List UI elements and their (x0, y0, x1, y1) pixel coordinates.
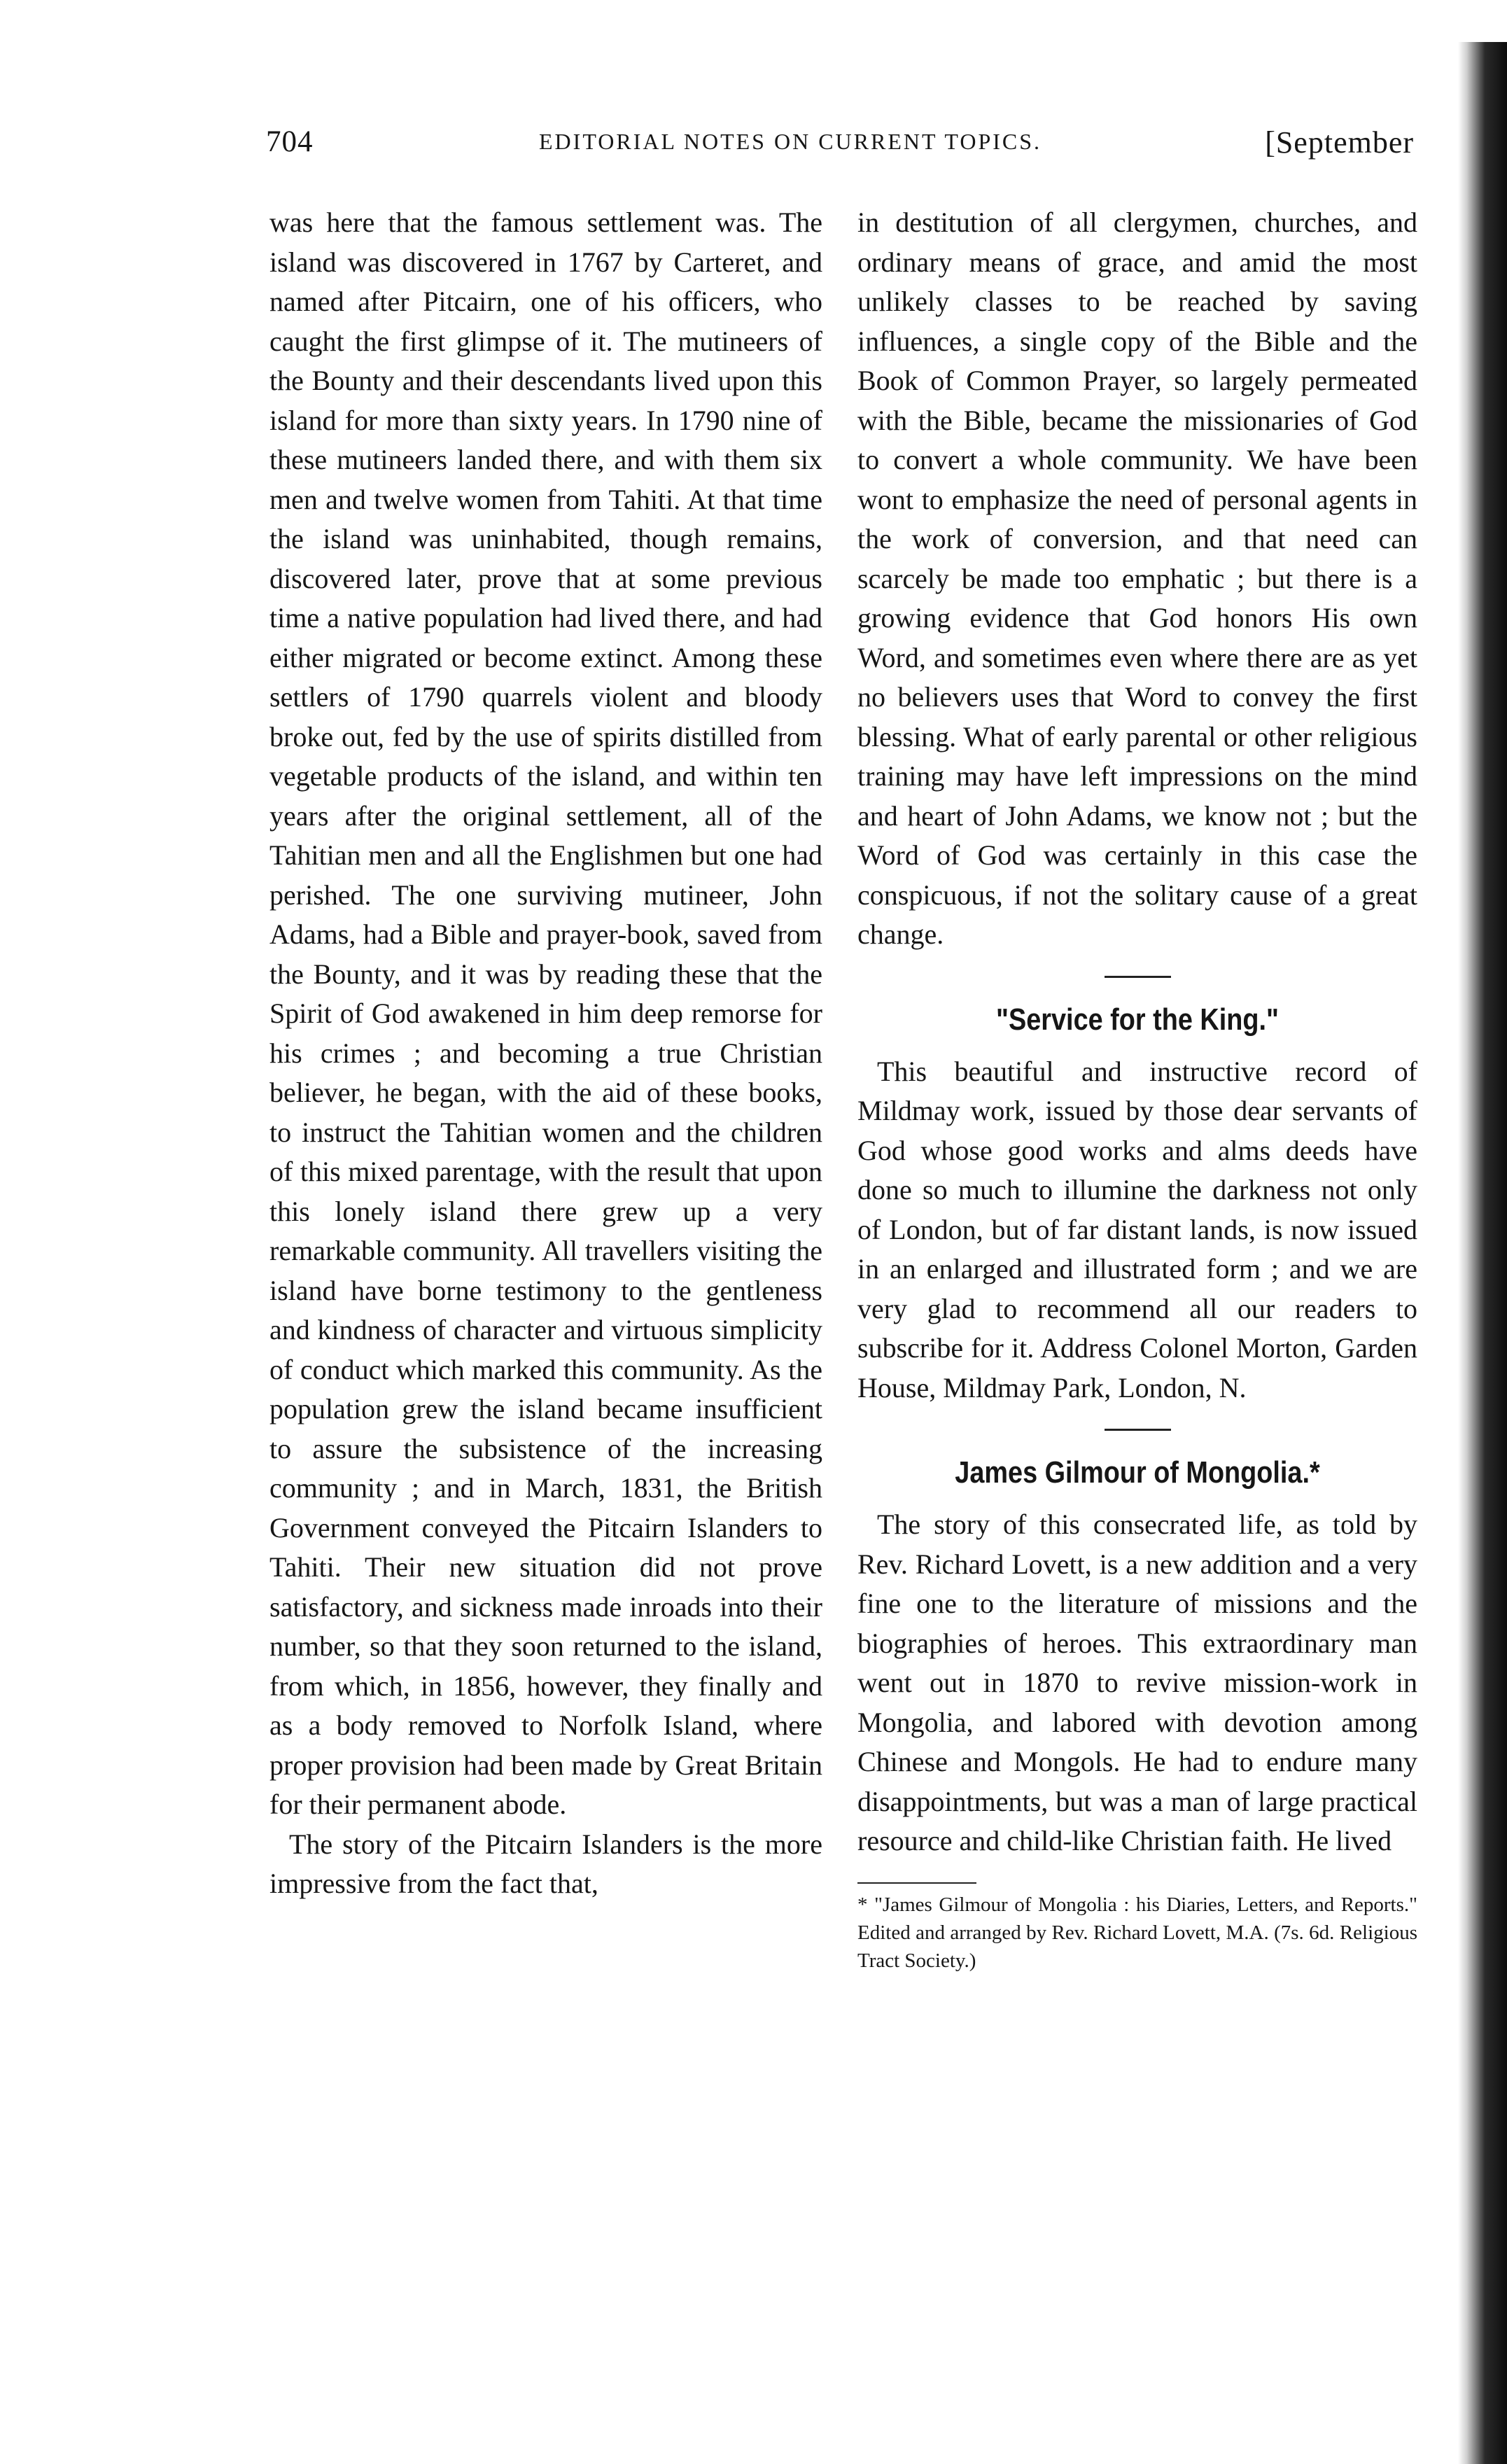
section-divider (1105, 976, 1171, 978)
section-text-service: This beautiful and instructive record of Mildmay work, issued by those dear servants of God whose good works and alms deeds have done so much to illumine the darkness not only of London, but of far distant lands, is now issued in an enlarged and illustrated form ; and we are very glad to recommend all our readers to subscribe for it. Address Colonel Morton, Garden House, Mildmay Park, London, N. (857, 1055, 1417, 1404)
section-heading-service: "Service for the King." (996, 1002, 1279, 1037)
footnote: * "James Gilmour of Mongolia : his Diaries, Letters, and Reports." Edited and arranged by Rev. Richard Lovett, M.A. (7s. 6d. Religious Tract Society.) (857, 1893, 1417, 1972)
footnote-rule (857, 1882, 976, 1884)
left-paragraph-2: The story of the Pitcairn Islanders is the more impressive from the fact that, (269, 1828, 822, 1899)
running-head-month: [September (1265, 125, 1414, 160)
section-text-gilmour: The story of this consecrated life, as told by Rev. Richard Lovett, is a new addition and a very fine one to the literature of missions and the biographies of heroes. This extraordinary man went out in 1870 to revive mission-work in Mongolia, and labored with devotion among Chinese and Mongols. He had to endure many disappointments, but was a man of large practical resource and child-like Christian faith. He lived (857, 1508, 1417, 1856)
page-edge-shadow (1458, 42, 1507, 2464)
page-header (266, 125, 1414, 174)
right-column (857, 203, 1417, 1975)
section-heading-gilmour: James Gilmour of Mongolia.* (955, 1455, 1320, 1490)
right-paragraph-1: in destitution of all clergymen, churches, and ordinary means of grace, and amid the most unlikely classes to be reached by saving influences, a single copy of the Bible and the Book of Common Prayer, so largely permeated with the Bible, became the missionaries of God to convert a whole community. We have been wont to emphasize the need of personal agents in the work of conversion, and that need can scarcely be made too emphatic ; but there is a growing evidence that God honors His own Word, and sometimes even where there are as yet no believers uses that Word to convey the first blessing. What of early parental or other religious training may have left impressions on the mind and heart of John Adams, we know not ; but the Word of God was certainly in this case the conspicuous, if not the solitary cause of a great change. (857, 206, 1417, 950)
page-number: 704 (266, 125, 314, 158)
left-paragraph-1: was here that the famous settlement was. The island was discovered in 1767 by Carteret, and named after Pitcairn, one of his officers, who caught the first glimpse of it. The mutineers of the Bounty and their descendants lived upon this island for more than sixty years. In 1790 nine of these mutineers landed there, and with them six men and twelve women from Tahiti. At that time the island was uninhabited, though remains, discovered later, prove that at some previous time a native population had lived there, and had either migrated or become extinct. Among these settlers of 1790 quarrels violent and bloody broke out, fed by the use of spirits distilled from vegetable products of the island, and within ten years after the original settlement, all of the Tahitian men and all the Englishmen but one had perished. The one surviving mutineer, John Adams, had a Bible and prayer-book, saved from the Bounty, and it was by reading these that the Spirit of God awakened in him deep remorse for his crimes ; and becoming a true Christian believer, he began, with the aid of these books, to instruct the Tahitian women and the children of this mixed parentage, with the result that upon this lonely island there grew up a very remarkable community. All travellers visiting the island have borne testimony to the gentleness and kindness of character and virtuous simplicity of conduct which marked this community. As the population grew the island became insufficient to assure the subsistence of the increasing community ; and in March, 1831, the British Government conveyed the Pitcairn Islanders to Tahiti. Their new situation did not prove satisfactory, and sickness made inroads into their number, so that they soon returned to the island, from which, in 1856, however, they finally and as a body removed to Norfolk Island, where proper provision had been made by Great Britain for their permanent abode. (269, 206, 822, 1820)
section-divider (1105, 1429, 1171, 1431)
left-column (269, 203, 822, 1904)
running-head: EDITORIAL NOTES ON CURRENT TOPICS. (539, 129, 1042, 154)
